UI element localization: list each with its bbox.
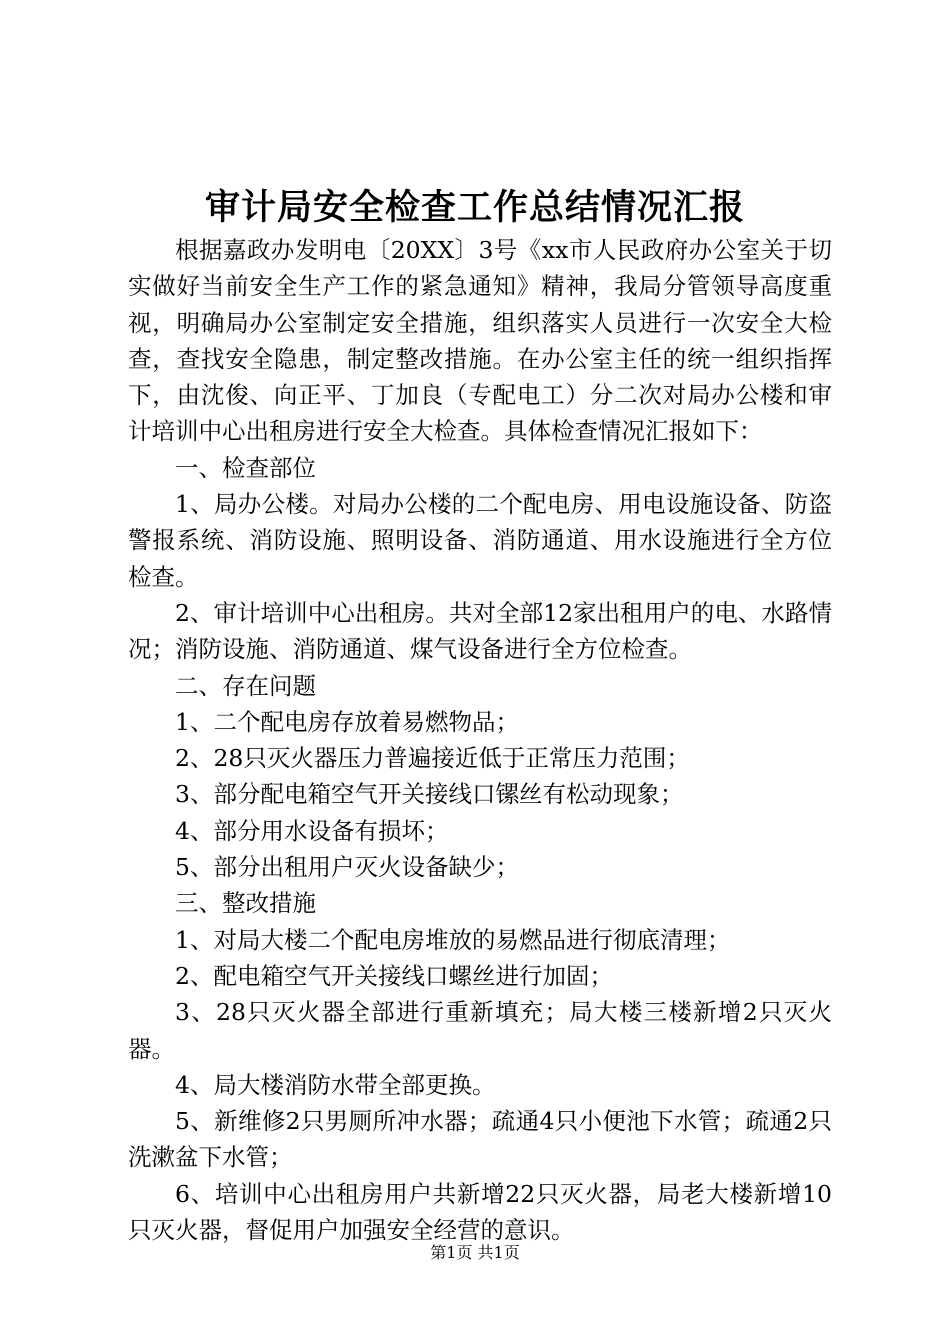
problem-item: 3、部分配电箱空气开关接线口镙丝有松动现象； — [175, 780, 684, 809]
section-heading-problems: 二、存在问题 — [175, 671, 316, 700]
section-heading-inspection-areas: 一、检查部位 — [175, 453, 316, 482]
problem-item: 5、部分出租用户灭火设备缺少； — [175, 853, 519, 882]
section-heading-rectification: 三、整改措施 — [175, 889, 316, 918]
rectification-item: 5、新维修2只男厕所冲水器；疏通4只小便池下水管；疏通2只洗漱盆下水管； — [128, 1107, 832, 1172]
inspection-item-training-center: 2、审计培训中心出租房。共对全部12家出租用户的电、水路情况；消防设施、消防通道、煤气设备进行全方位检查。 — [128, 598, 832, 664]
document-body — [128, 232, 832, 1248]
rectification-item: 6、培训中心出租房用户共新增22只灭火器，局老大楼新增10只灭火器，督促用户加强安全经营的意识。 — [128, 1179, 832, 1245]
problem-item: 4、部分用水设备有损坏； — [175, 816, 449, 845]
rectification-item: 4、局大楼消防水带全部更换。 — [175, 1070, 496, 1099]
document-title: 审计局安全检查工作总结情况汇报 — [204, 188, 745, 228]
rectification-item: 1、对局大楼二个配电房堆放的易燃品进行彻底清理； — [175, 925, 731, 954]
problem-item: 1、二个配电房存放着易燃物品； — [175, 707, 519, 736]
page-number-footer: 第1页 共1页 — [430, 1243, 520, 1262]
rectification-item: 3、28只灭火器全部进行重新填充；局大楼三楼新增2只灭火器。 — [128, 998, 832, 1063]
problem-item: 2、28只灭火器压力普遍接近低于正常压力范围； — [175, 744, 690, 773]
rectification-item: 2、配电箱空气开关接线口螺丝进行加固； — [175, 961, 613, 990]
inspection-item-office-building: 1、局办公楼。对局办公楼的二个配电房、用电设施设备、防盗警报系统、消防设施、照明设备、消防通道、用水设施进行全方位检查。 — [128, 490, 832, 591]
intro-paragraph: 根据嘉政办发明电〔20XX〕3号《xx市人民政府办公室关于切实做好当前安全生产工作的紧急通知》精神，我局分管领导高度重视，明确局办公室制定安全措施，组织落实人员进行一次安全大检查，查找安全隐患，制定整改措施。在办公室主任的统一组织指挥下，由沈俊、向正平、丁加良（专配电工）分二次对局办公楼和审计培训中心出租房进行安全大检查。具体检查情况汇报如下： — [128, 236, 832, 446]
